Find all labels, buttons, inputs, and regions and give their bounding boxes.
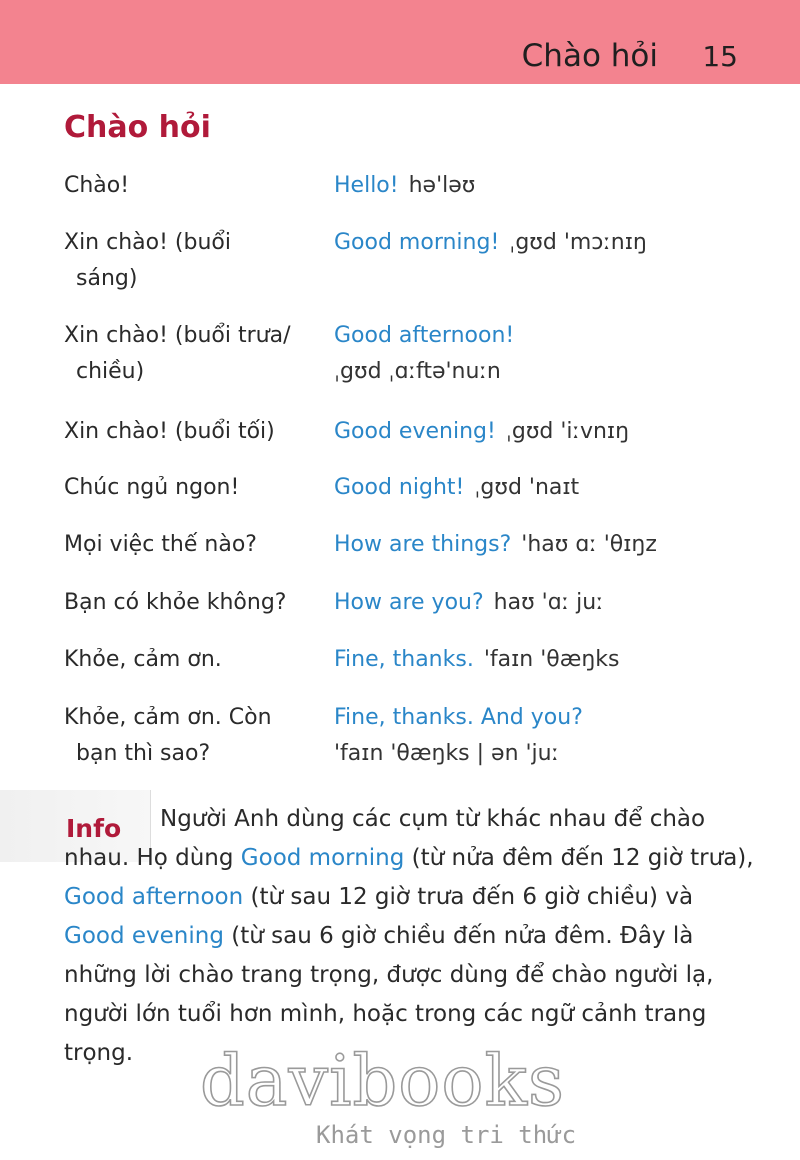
vietnamese-phrase: [64, 585, 329, 621]
english-text: Good morning!: [334, 230, 500, 255]
english-phrase: [334, 585, 774, 621]
info-text-part: (từ sau 6 giờ chiều đến nửa đêm. Đây là những lời chào trang trọng, được dùng để chào người lạ, người lớn tuổi hơn mình, hoặc trong các ngữ cảnh trang trọng.: [64, 923, 714, 1066]
vietnamese-text: Khỏe, cảm ơn. Còn: [64, 705, 272, 730]
vietnamese-text: Xin chào! (buổi: [64, 230, 231, 255]
info-highlight-good-afternoon: Good afternoon: [64, 884, 244, 910]
running-title: Chào hỏi: [521, 38, 658, 74]
pronunciation: ˌgʊd 'naɪt: [474, 475, 580, 500]
vietnamese-phrase: [64, 527, 329, 563]
info-highlight-good-morning: Good morning: [240, 845, 405, 871]
english-phrase: [334, 700, 774, 772]
page-number: 15: [702, 40, 738, 73]
vietnamese-text: Xin chào! (buổi tối): [64, 419, 275, 444]
english-text: Fine, thanks. And you?: [334, 705, 583, 730]
vietnamese-phrase: [64, 168, 329, 204]
vietnamese-text-continued: chiều): [76, 359, 145, 384]
pronunciation: ˌgʊd ˌɑːftə'nuːn: [334, 359, 501, 384]
vietnamese-phrase: [64, 470, 329, 506]
english-text: Good night!: [334, 475, 465, 500]
english-phrase: [334, 470, 774, 506]
section-title: Chào hỏi: [64, 110, 211, 145]
info-text-part: (từ nửa đêm đến 12 giờ trưa),: [404, 845, 754, 871]
info-text: [64, 800, 754, 1073]
vietnamese-phrase: [64, 414, 329, 450]
english-text: Hello!: [334, 173, 399, 198]
vietnamese-phrase: [64, 642, 329, 678]
info-text-part: (từ sau 12 giờ trưa đến 6 giờ chiều) và: [243, 884, 694, 910]
vietnamese-text: Bạn có khỏe không?: [64, 590, 287, 615]
page-header-band: [0, 0, 800, 84]
english-phrase: [334, 225, 774, 261]
vietnamese-text: Xin chào! (buổi trưa/: [64, 323, 291, 348]
watermark-logo: davibooks: [200, 1040, 565, 1122]
pronunciation: 'faɪn 'θæŋks | ən 'juː: [334, 741, 560, 766]
vietnamese-text: Chúc ngủ ngon!: [64, 475, 240, 500]
vietnamese-phrase: [64, 700, 329, 772]
english-text: How are you?: [334, 590, 484, 615]
vietnamese-text: Mọi việc thế nào?: [64, 532, 257, 557]
pronunciation: 'faɪn 'θæŋks: [483, 647, 620, 672]
english-text: How are things?: [334, 532, 512, 557]
vietnamese-text: Khỏe, cảm ơn.: [64, 647, 222, 672]
english-text: Good afternoon!: [334, 323, 515, 348]
pronunciation: ˌgʊd 'mɔːnɪŋ: [509, 230, 647, 255]
pronunciation: ˌgʊd 'iːvnɪŋ: [505, 419, 630, 444]
english-phrase: [334, 414, 774, 450]
pronunciation: 'haʊ ɑː 'θɪŋz: [521, 532, 657, 557]
english-phrase: [334, 168, 774, 204]
vietnamese-text-continued: sáng): [76, 266, 138, 291]
info-label: Info: [66, 814, 122, 843]
pronunciation: haʊ 'ɑː juː: [493, 590, 604, 615]
english-text: Good evening!: [334, 419, 496, 444]
vietnamese-phrase: [64, 225, 329, 297]
english-text: Fine, thanks.: [334, 647, 474, 672]
vietnamese-text: Chào!: [64, 173, 130, 198]
vietnamese-text-continued: bạn thì sao?: [76, 741, 211, 766]
info-text-part: Người Anh dùng các cụm từ khác nhau để chào nhau. Họ dùng: [64, 806, 706, 871]
pronunciation: hə'ləʊ: [408, 173, 476, 198]
watermark-slogan: Khát vọng tri thức: [316, 1121, 577, 1149]
english-phrase: [334, 318, 774, 390]
english-phrase: [334, 642, 774, 678]
info-highlight-good-evening: Good evening: [64, 923, 224, 949]
vietnamese-phrase: [64, 318, 329, 390]
english-phrase: [334, 527, 774, 563]
